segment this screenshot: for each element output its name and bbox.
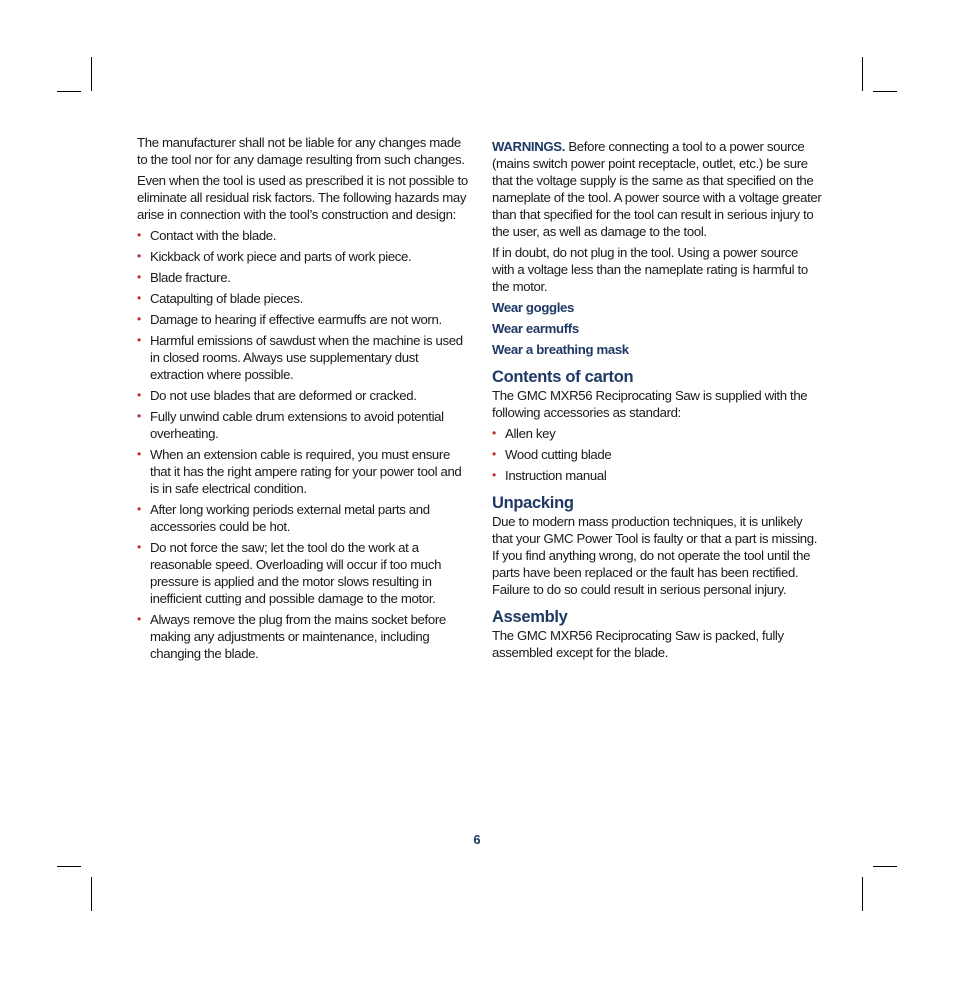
hazard-list xyxy=(137,227,469,662)
bullet-icon: • xyxy=(137,540,141,554)
list-item: • Do not use blades that are deformed or cracked. xyxy=(137,388,417,403)
warnings-paragraph: WARNINGS. Before connecting a tool to a power source (mains switch power point receptacle, outlet, etc.) be sure that the voltage supply is the same as that specified on the nameplate of the tool. A power source with a voltage greater than that specified for the tool can result in serious injury to the user, as well as damage to the tool. xyxy=(492,139,822,239)
bullet-icon: • xyxy=(137,388,141,402)
page-number: 6 xyxy=(473,832,481,847)
contents-paragraph: The GMC MXR56 Reciprocating Saw is supplied with the following accessories as standard: xyxy=(492,388,808,420)
list-item: • Damage to hearing if effective earmuffs are not worn. xyxy=(137,312,442,327)
contents-heading: Contents of carton xyxy=(492,368,634,386)
contents-list xyxy=(492,425,822,484)
crop-mark xyxy=(862,877,863,911)
list-item: • Harmful emissions of sawdust when the machine is used in closed rooms. Always use supplementary dust extraction where possible. xyxy=(137,333,463,382)
list-item: • After long working periods external metal parts and accessories could be hot. xyxy=(137,502,430,534)
doubt-paragraph: If in doubt, do not plug in the tool. Using a power source with a voltage less than the nameplate rating is harmful to the motor. xyxy=(492,245,808,294)
bullet-icon: • xyxy=(137,409,141,423)
crop-mark xyxy=(873,866,897,867)
list-item: • Contact with the blade. xyxy=(137,228,277,243)
bullet-icon: • xyxy=(137,291,141,305)
crop-mark xyxy=(91,57,92,91)
bullet-icon: • xyxy=(492,447,496,461)
bullet-icon: • xyxy=(137,502,141,516)
unpacking-heading: Unpacking xyxy=(492,494,574,512)
ppe-mask: Wear a breathing mask xyxy=(492,342,629,357)
list-item: • Catapulting of blade pieces. xyxy=(137,291,303,306)
assembly-heading: Assembly xyxy=(492,608,568,626)
left-column xyxy=(137,134,469,666)
list-item: • Do not force the saw; let the tool do the work at a reasonable speed. Overloading will occur if too much pressure is applied and the motor slows resulting in inefficient cutting and possible damage to the motor. xyxy=(137,540,442,606)
bullet-icon: • xyxy=(137,270,141,284)
list-item: • Fully unwind cable drum extensions to avoid potential overheating. xyxy=(137,409,444,441)
list-item: • Kickback of work piece and parts of work piece. xyxy=(137,249,412,264)
bullet-icon: • xyxy=(137,249,141,263)
crop-mark xyxy=(862,57,863,91)
list-item: • When an extension cable is required, you must ensure that it has the right ampere rating for your power tool and is in safe electrical condition. xyxy=(137,447,462,496)
ppe-goggles: Wear goggles xyxy=(492,300,575,315)
bullet-icon: • xyxy=(492,426,496,440)
right-column xyxy=(492,138,822,665)
crop-mark xyxy=(873,91,897,92)
list-item: • Wood cutting blade xyxy=(492,447,612,462)
warnings-label: WARNINGS. xyxy=(492,139,566,154)
list-item: • Blade fracture. xyxy=(137,270,231,285)
crop-mark xyxy=(57,91,81,92)
list-item: • Always remove the plug from the mains socket before making any adjustments or maintenance, including changing the blade. xyxy=(137,612,446,661)
assembly-paragraph: The GMC MXR56 Reciprocating Saw is packed, fully assembled except for the blade. xyxy=(492,628,784,660)
unpacking-paragraph: Due to modern mass production techniques, it is unlikely that your GMC Power Tool is faulty or that a part is missing. If you find anything wrong, do not operate the tool until the parts have been replaced or the fault has been rectified. Failure to do so could result in serious personal injury. xyxy=(492,514,818,597)
list-item: • Instruction manual xyxy=(492,468,607,483)
intro-paragraph: Even when the tool is used as prescribed it is not possible to eliminate all residual risk factors. The following hazards may arise in connection with the tool’s construction and design: xyxy=(137,173,468,222)
bullet-icon: • xyxy=(137,612,141,626)
bullet-icon: • xyxy=(137,228,141,242)
crop-mark xyxy=(57,866,81,867)
bullet-icon: • xyxy=(137,312,141,326)
intro-paragraph: The manufacturer shall not be liable for any changes made to the tool nor for any damage resulting from such changes. xyxy=(137,135,465,167)
ppe-earmuffs: Wear earmuffs xyxy=(492,321,579,336)
bullet-icon: • xyxy=(137,333,141,347)
bullet-icon: • xyxy=(492,468,496,482)
list-item: • Allen key xyxy=(492,426,556,441)
bullet-icon: • xyxy=(137,447,141,461)
crop-mark xyxy=(91,877,92,911)
